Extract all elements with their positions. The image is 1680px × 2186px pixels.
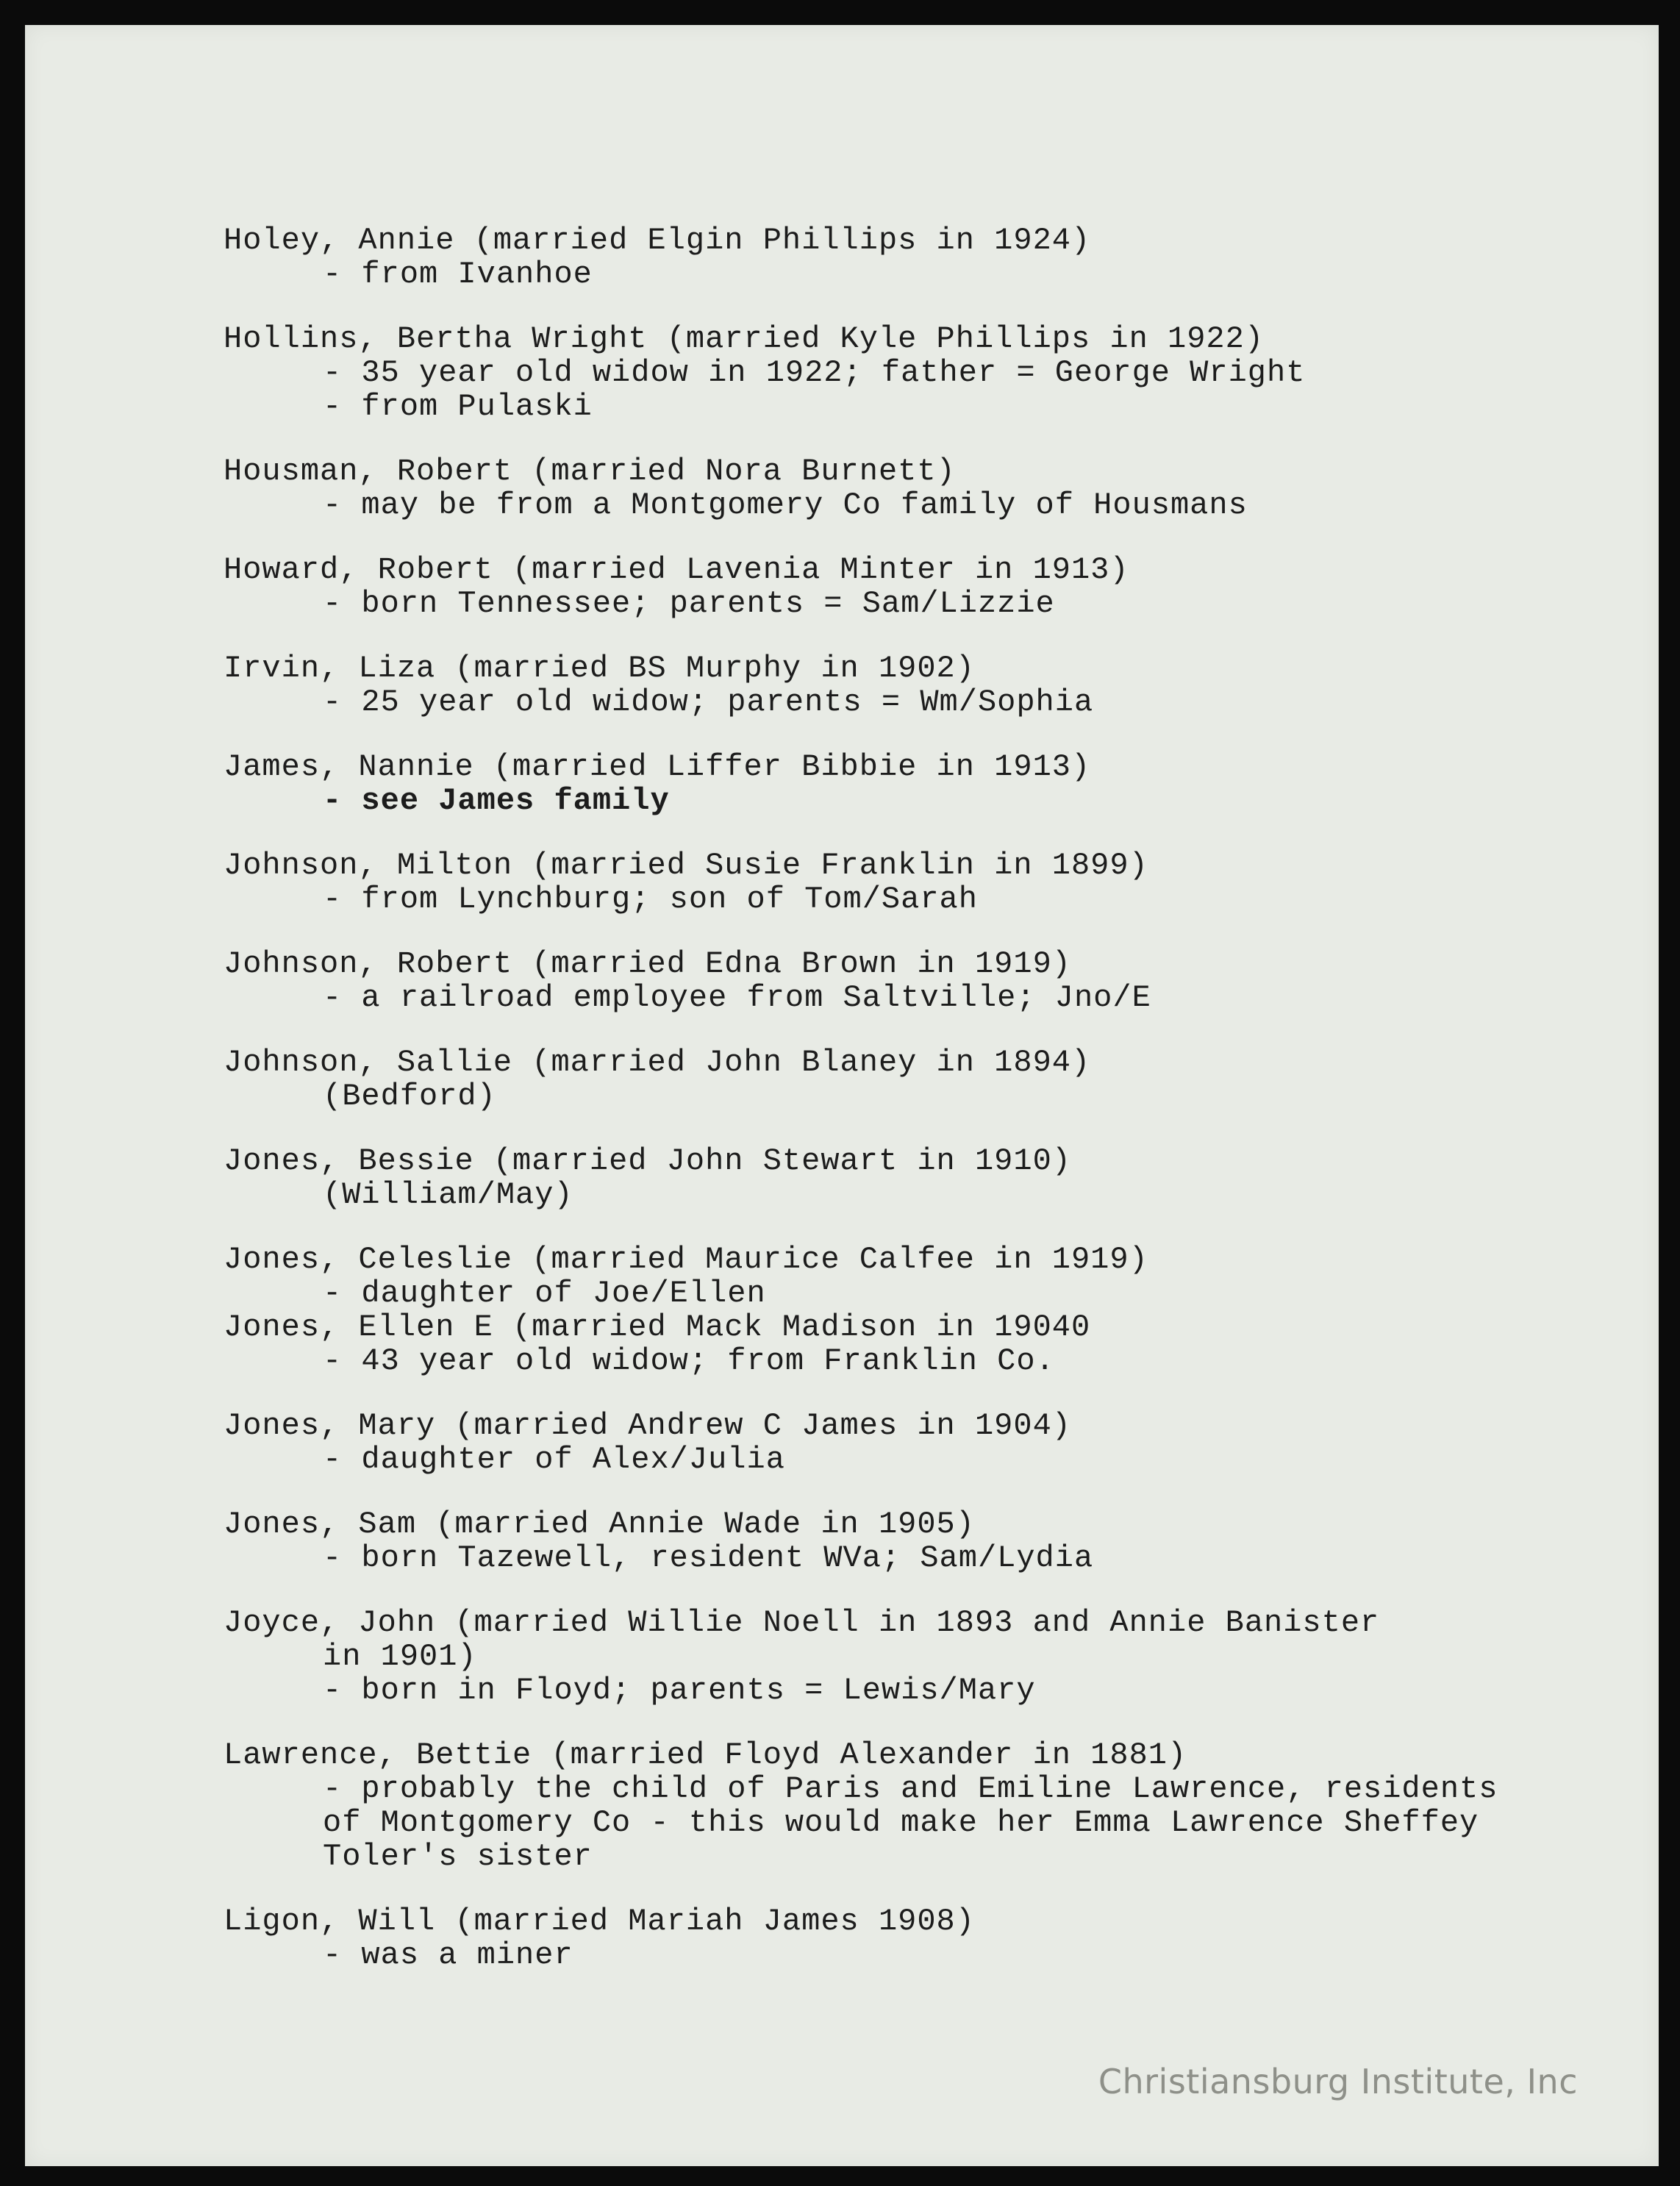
- entry-heading: Jones, Celeslie (married Maurice Calfee in 1919): [224, 1242, 1148, 1277]
- entry-note: - born Tennessee; parents = Sam/Lizzie: [323, 586, 1055, 621]
- list-item: [224, 750, 1620, 818]
- entry-note: - see James family: [323, 783, 670, 818]
- entry-note: - a railroad employee from Saltville; Jno/E: [323, 980, 1151, 1015]
- entry-note: - from Ivanhoe: [323, 257, 593, 292]
- entry-heading: Irvin, Liza (married BS Murphy in 1902): [224, 651, 975, 686]
- list-item: [224, 1507, 1620, 1575]
- entry-heading: Housman, Robert (married Nora Burnett): [224, 454, 956, 489]
- entry-heading: Johnson, Milton (married Susie Franklin in 1899): [224, 848, 1148, 883]
- entry-note: - born in Floyd; parents = Lewis/Mary: [323, 1673, 1036, 1708]
- list-item: [224, 1409, 1620, 1476]
- list-item: [224, 1738, 1620, 1874]
- list-item: [224, 224, 1620, 291]
- list-item: [224, 1243, 1620, 1310]
- entry-note: (William/May): [323, 1177, 573, 1212]
- list-item: [224, 651, 1620, 719]
- entry-note: Toler's sister: [323, 1839, 593, 1874]
- list-item: [224, 1904, 1620, 1972]
- entry-note: - probably the child of Paris and Emiline Lawrence, residents: [323, 1771, 1498, 1807]
- entry-heading: James, Nannie (married Liffer Bibbie in 1913): [224, 749, 1091, 785]
- list-item: [224, 947, 1620, 1015]
- entry-heading: Howard, Robert (married Lavenia Minter in 1913): [224, 552, 1129, 587]
- entry-list: [224, 224, 1620, 2003]
- entry-heading: Johnson, Sallie (married John Blaney in 1894): [224, 1045, 1091, 1080]
- entry-note: - daughter of Joe/Ellen: [323, 1276, 766, 1311]
- entry-heading: Jones, Bessie (married John Stewart in 1910): [224, 1143, 1071, 1179]
- entry-heading: Ligon, Will (married Mariah James 1908): [224, 1904, 975, 1939]
- list-item: [224, 1606, 1620, 1707]
- entry-heading: Jones, Mary (married Andrew C James in 1904): [224, 1408, 1071, 1443]
- entry-note: in 1901): [323, 1639, 477, 1674]
- entry-note: - 25 year old widow; parents = Wm/Sophia: [323, 685, 1094, 720]
- entry-note: - may be from a Montgomery Co family of Housmans: [323, 487, 1248, 523]
- entry-heading: Johnson, Robert (married Edna Brown in 1919): [224, 946, 1071, 982]
- entry-note: - 43 year old widow; from Franklin Co.: [323, 1343, 1055, 1379]
- entry-note: - 35 year old widow in 1922; father = George Wright: [323, 355, 1306, 390]
- list-item: [224, 454, 1620, 522]
- list-item: [224, 849, 1620, 916]
- entry-note: - was a miner: [323, 1937, 573, 1973]
- list-item: [224, 322, 1620, 424]
- watermark: Christiansburg Institute, Inc: [1098, 2062, 1578, 2101]
- entry-heading: Joyce, John (married Willie Noell in 1893 and Annie Banister: [224, 1605, 1380, 1640]
- list-item: [224, 1310, 1620, 1378]
- entry-note: - born Tazewell, resident WVa; Sam/Lydia: [323, 1540, 1094, 1576]
- entry-heading: Hollins, Bertha Wright (married Kyle Phillips in 1922): [224, 321, 1265, 357]
- document-page: [25, 25, 1659, 2166]
- entry-note: (Bedford): [323, 1079, 496, 1114]
- entry-heading: Jones, Sam (married Annie Wade in 1905): [224, 1507, 975, 1542]
- list-item: [224, 1046, 1620, 1113]
- entry-heading: Holey, Annie (married Elgin Phillips in 1924): [224, 223, 1091, 258]
- list-item: [224, 1144, 1620, 1212]
- entry-heading: Lawrence, Bettie (married Floyd Alexander in 1881): [224, 1737, 1187, 1773]
- entry-note: of Montgomery Co - this would make her Emma Lawrence Sheffey: [323, 1805, 1479, 1840]
- entry-note: - daughter of Alex/Julia: [323, 1442, 785, 1477]
- entry-note: - from Lynchburg; son of Tom/Sarah: [323, 882, 978, 917]
- list-item: [224, 553, 1620, 621]
- entry-note: - from Pulaski: [323, 389, 593, 424]
- entry-heading: Jones, Ellen E (married Mack Madison in 19040: [224, 1310, 1091, 1345]
